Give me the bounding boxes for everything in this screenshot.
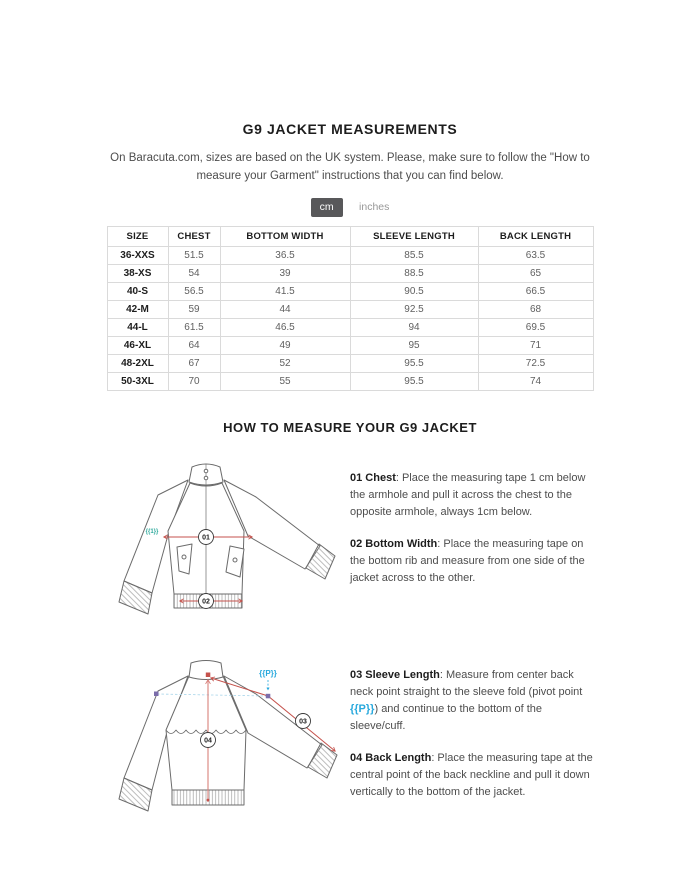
size-cell: 48-2XL bbox=[107, 354, 168, 372]
measurements-table bbox=[107, 226, 594, 391]
table-row bbox=[107, 336, 593, 354]
pivot-point-label: {{P}} bbox=[259, 668, 277, 678]
col-header-sleeve-length: SLEEVE LENGTH bbox=[350, 226, 478, 246]
marker-04-label: 04 bbox=[204, 737, 212, 745]
bottom-width-cell: 36.5 bbox=[220, 246, 350, 264]
bottom-width-cell: 55 bbox=[220, 372, 350, 390]
marker-02-label: 02 bbox=[202, 598, 210, 606]
back-length-cell: 63.5 bbox=[478, 246, 593, 264]
chest-cell: 70 bbox=[168, 372, 220, 390]
instruction-sleeve-length-text-pre: : Measure from center back neck point straight to the sleeve fold (pivot point bbox=[350, 668, 583, 698]
marker-01-label: 01 bbox=[202, 534, 210, 542]
page-title: G9 JACKET MEASUREMENTS bbox=[242, 121, 458, 137]
chest-cell: 59 bbox=[168, 300, 220, 318]
chest-cell: 56.5 bbox=[168, 282, 220, 300]
size-cell: 40-S bbox=[107, 282, 168, 300]
chest-cell: 64 bbox=[168, 336, 220, 354]
chest-cell: 61.5 bbox=[168, 318, 220, 336]
armhole-note-label: {{1}} bbox=[145, 528, 159, 535]
table-row bbox=[107, 318, 593, 336]
instructions-front bbox=[350, 453, 598, 602]
sleeve-length-cell: 95.5 bbox=[350, 372, 478, 390]
sleeve-length-cell: 88.5 bbox=[350, 264, 478, 282]
table-row bbox=[107, 246, 593, 264]
back-length-cell: 65 bbox=[478, 264, 593, 282]
sleeve-length-cell: 95.5 bbox=[350, 354, 478, 372]
table-row bbox=[107, 264, 593, 282]
col-header-back-length: BACK LENGTH bbox=[478, 226, 593, 246]
col-header-chest: CHEST bbox=[168, 226, 220, 246]
size-cell: 44-L bbox=[107, 318, 168, 336]
unit-toggle bbox=[0, 197, 700, 217]
bottom-width-cell: 52 bbox=[220, 354, 350, 372]
bottom-width-cell: 41.5 bbox=[220, 282, 350, 300]
instruction-chest-text: : Place the measuring tape 1 cm below the armhole and pull it across the chest to the opposite armhole, always 1cm below. bbox=[350, 471, 586, 518]
instruction-chest-label: 01 Chest bbox=[350, 471, 396, 484]
size-cell: 46-XL bbox=[107, 336, 168, 354]
size-cell: 50-3XL bbox=[107, 372, 168, 390]
bottom-width-cell: 39 bbox=[220, 264, 350, 282]
measure-row-front bbox=[102, 453, 598, 638]
table-row bbox=[107, 282, 593, 300]
instruction-bottom-width-label: 02 Bottom Width bbox=[350, 537, 438, 550]
sleeve-length-cell: 90.5 bbox=[350, 282, 478, 300]
sleeve-length-cell: 92.5 bbox=[350, 300, 478, 318]
instruction-bottom-width bbox=[350, 536, 598, 587]
measure-row-back bbox=[102, 650, 598, 835]
col-header-bottom-width: BOTTOM WIDTH bbox=[220, 226, 350, 246]
size-cell: 38-XS bbox=[107, 264, 168, 282]
size-cell: 36-XXS bbox=[107, 246, 168, 264]
instruction-back-length-text: : Place the measuring tape at the central point of the back neckline and pull it down vertically to the bottom of the jacket. bbox=[350, 751, 593, 798]
col-header-size: SIZE bbox=[107, 226, 168, 246]
instruction-sleeve-length-text-post: ) and continue to the bottom of the sleeve/cuff. bbox=[350, 702, 543, 732]
back-length-cell: 72.5 bbox=[478, 354, 593, 372]
back-length-cell: 74 bbox=[478, 372, 593, 390]
back-length-cell: 71 bbox=[478, 336, 593, 354]
sleeve-length-cell: 94 bbox=[350, 318, 478, 336]
unit-inches-button[interactable]: inches bbox=[359, 200, 390, 213]
instructions-back bbox=[350, 650, 598, 816]
sleeve-length-cell: 95 bbox=[350, 336, 478, 354]
bottom-width-cell: 46.5 bbox=[220, 318, 350, 336]
table-row bbox=[107, 372, 593, 390]
back-length-cell: 68 bbox=[478, 300, 593, 318]
marker-03-label: 03 bbox=[299, 718, 307, 726]
table-row bbox=[107, 354, 593, 372]
instruction-bottom-width-text: : Place the measuring tape on the bottom rib and measure from one side of the jacket across to the other. bbox=[350, 537, 585, 584]
how-to-measure-heading: HOW TO MEASURE YOUR G9 JACKET bbox=[223, 419, 477, 435]
jacket-back-diagram-image bbox=[102, 650, 350, 835]
chest-cell: 67 bbox=[168, 354, 220, 372]
pivot-token: {{P}} bbox=[350, 702, 375, 715]
bottom-width-cell: 44 bbox=[220, 300, 350, 318]
table-row bbox=[107, 300, 593, 318]
chest-cell: 54 bbox=[168, 264, 220, 282]
instruction-chest bbox=[350, 470, 598, 521]
bottom-width-cell: 49 bbox=[220, 336, 350, 354]
instruction-sleeve-length-label: 03 Sleeve Length bbox=[350, 668, 440, 681]
back-length-cell: 66.5 bbox=[478, 282, 593, 300]
instruction-back-length bbox=[350, 750, 598, 801]
size-cell: 42-M bbox=[107, 300, 168, 318]
intro-text: On Baracuta.com, sizes are based on the UK system. Please, make sure to follow the "How to measure your Garment" instructions that you can find below. bbox=[110, 152, 590, 182]
chest-cell: 51.5 bbox=[168, 246, 220, 264]
instruction-back-length-label: 04 Back Length bbox=[350, 751, 432, 764]
sleeve-length-cell: 85.5 bbox=[350, 246, 478, 264]
instruction-sleeve-length bbox=[350, 667, 598, 735]
table-header-row bbox=[107, 226, 593, 246]
unit-cm-button[interactable]: cm bbox=[311, 198, 343, 217]
jacket-front-diagram-image bbox=[102, 453, 350, 638]
back-length-cell: 69.5 bbox=[478, 318, 593, 336]
